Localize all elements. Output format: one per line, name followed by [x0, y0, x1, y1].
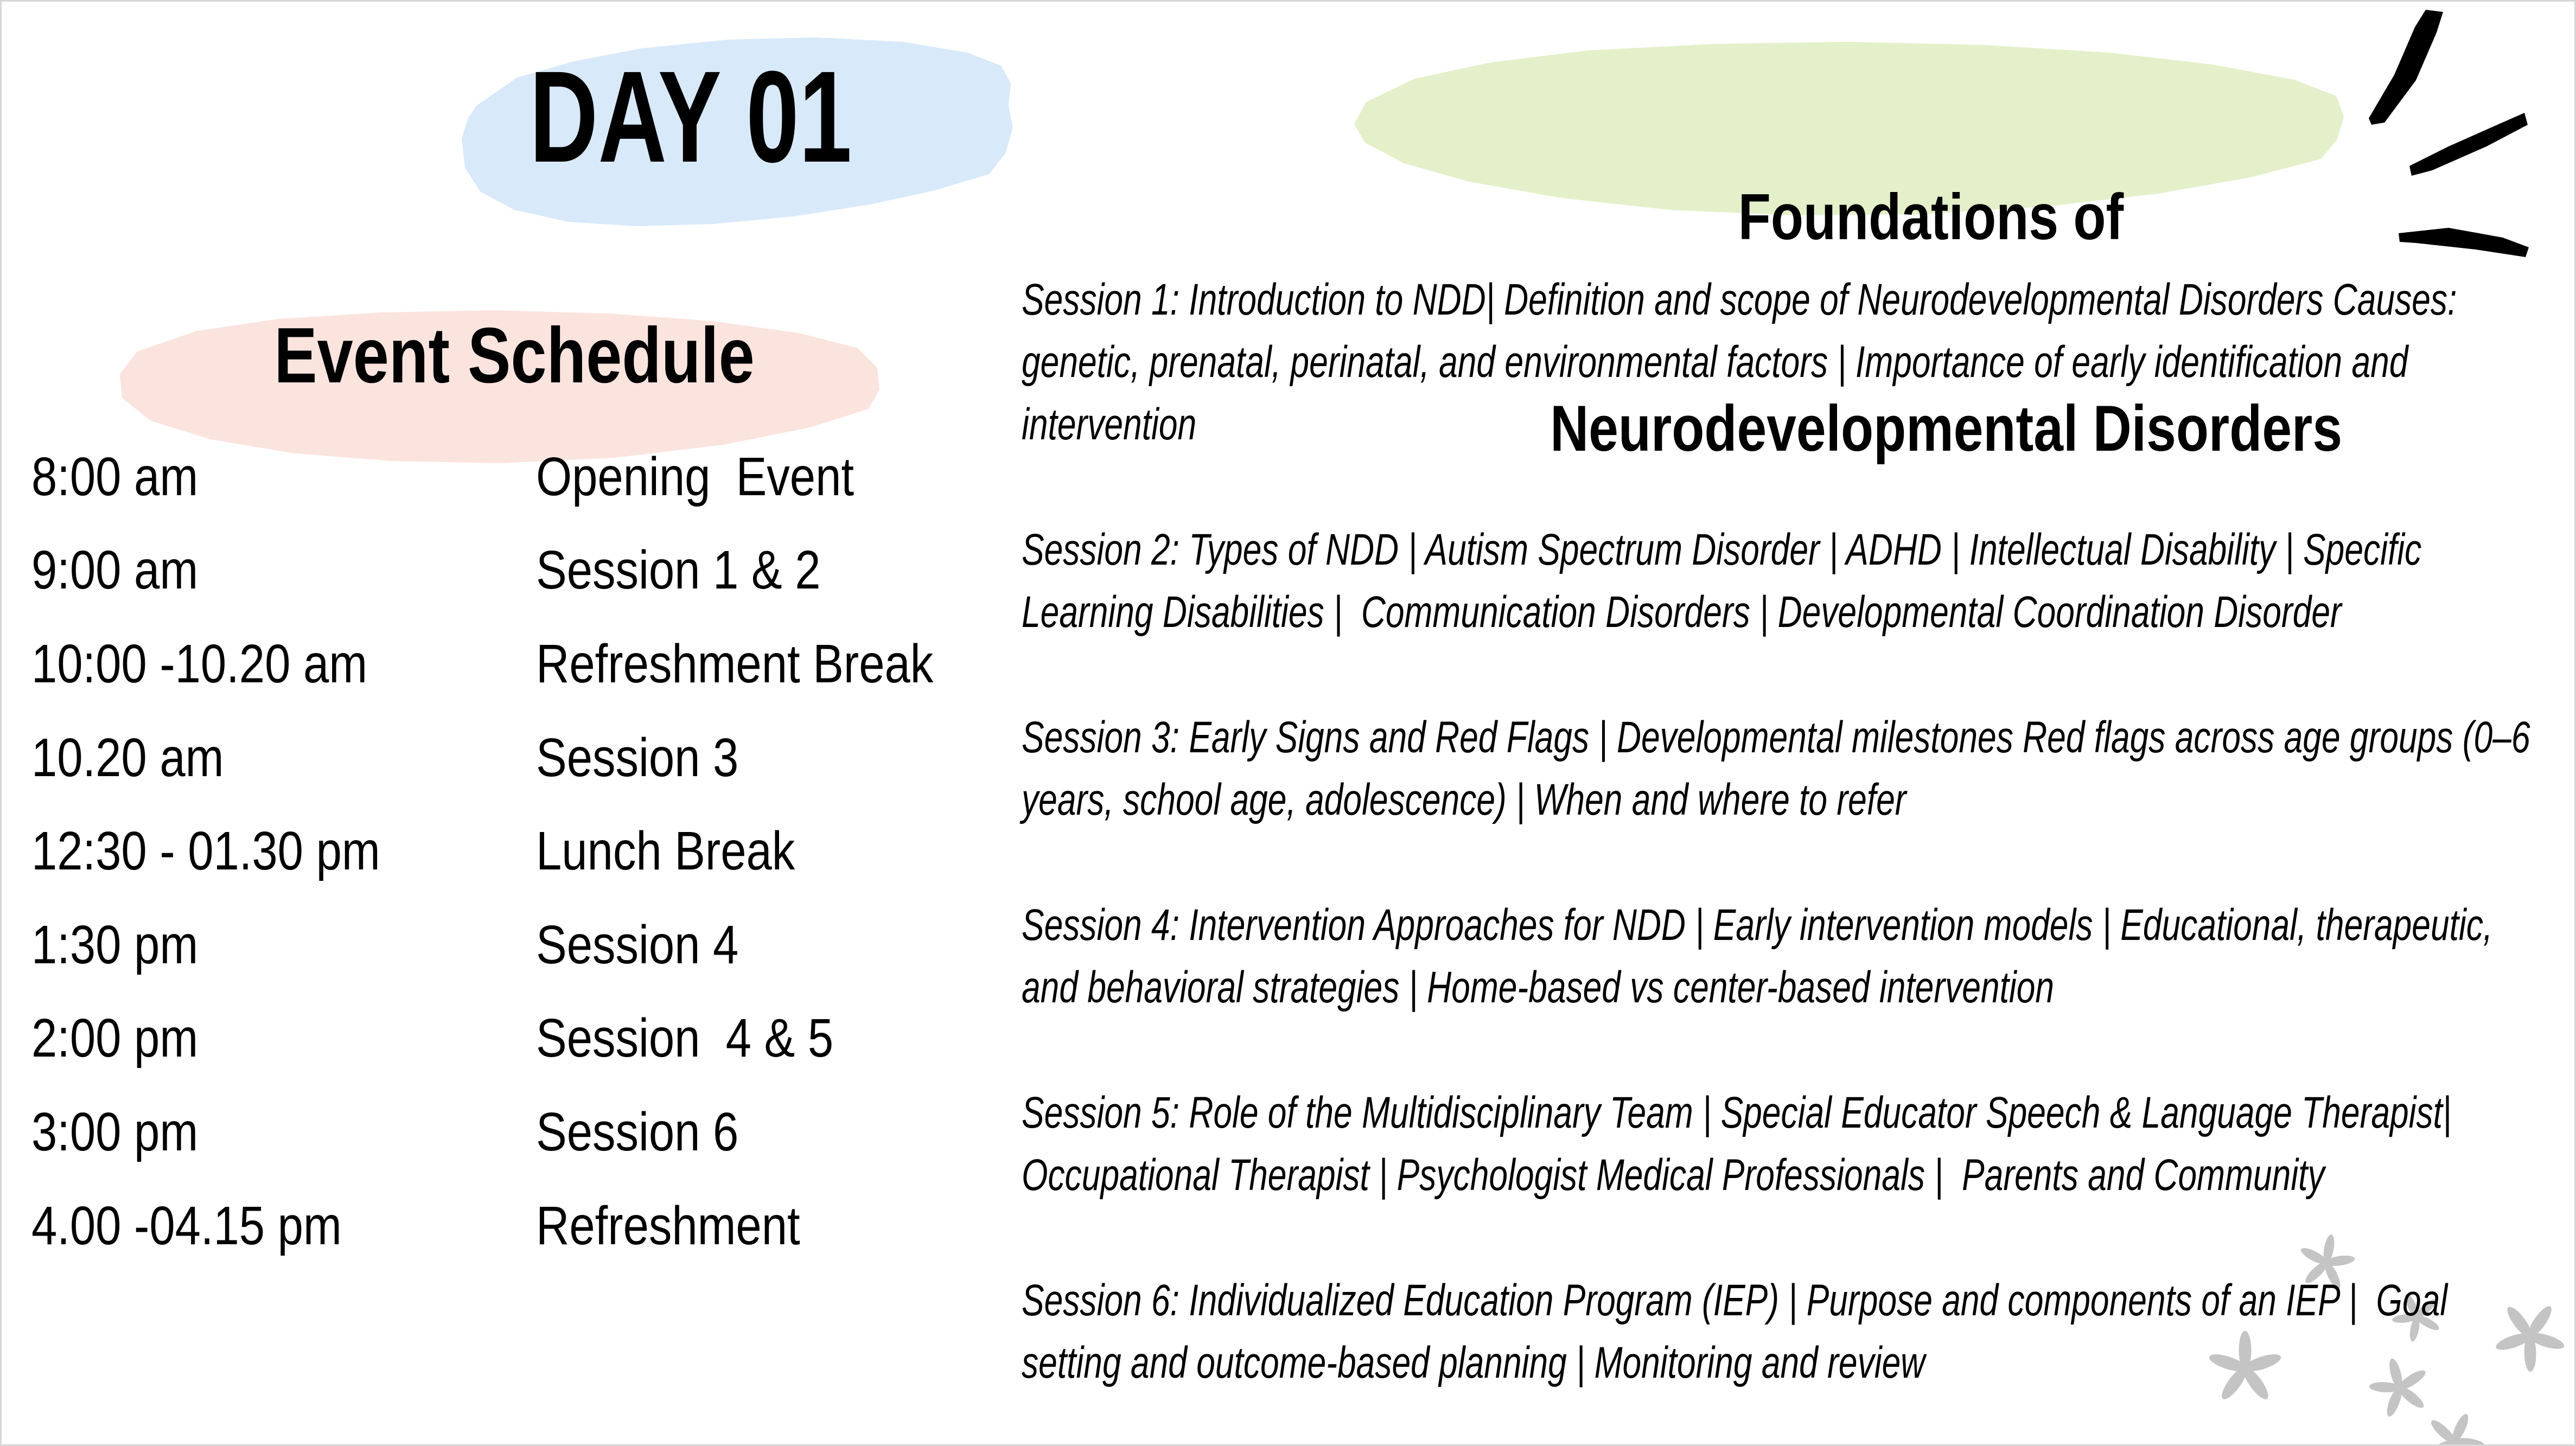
event-schedule-list: [31, 430, 1019, 1272]
session-text-line: Session 1: Introduction to NDD| Definition and scope of Neurodevelopmental Disorders Causes:: [1022, 275, 2457, 324]
schedule-event: Session 4: [536, 914, 739, 975]
schedule-event: Session 4 & 5: [536, 1008, 834, 1069]
session-text-line: setting and outcome-based planning | Monitoring and review: [1022, 1338, 1925, 1387]
session-text-line: years, school age, adolescence) | When and where to refer: [1022, 775, 1907, 824]
schedule-row: [31, 524, 1019, 618]
session-5-description: [1022, 1082, 2576, 1206]
session-text-line: Session 4: Intervention Approaches for NDD | Early intervention models | Educational, therapeutic,: [1022, 900, 2493, 950]
session-3-description: [1022, 706, 2576, 831]
schedule-time: 1:30 pm: [31, 914, 199, 975]
topic-line2: Neurodevelopmental Disorders: [1550, 392, 2343, 465]
schedule-row: [31, 992, 1019, 1086]
day-title: DAY 01: [529, 44, 852, 189]
session-text-line: Session 6: Individualized Education Program (IEP) | Purpose and components of an IEP | Goal: [1022, 1276, 2448, 1325]
session-text-line: and behavioral strategies | Home-based vs center-based intervention: [1022, 963, 2055, 1012]
schedule-event: Session 1 & 2: [536, 540, 821, 601]
schedule-time: 9:00 am: [31, 540, 199, 601]
session-1-description: [1022, 268, 2576, 456]
session-4-description: [1022, 894, 2576, 1019]
session-text-line: intervention: [1022, 400, 1197, 449]
session-2-description: [1022, 519, 2576, 643]
pen-stroke-icon: [2369, 10, 2443, 125]
session-text-line: genetic, prenatal, perinatal, and environmental factors | Importance of early identification and: [1022, 337, 2408, 387]
schedule-row: [31, 430, 1019, 524]
schedule-row: [31, 1179, 1019, 1273]
session-text-line: Session 2: Types of NDD | Autism Spectrum Disorder | ADHD | Intellectual Disability | Specific: [1022, 525, 2422, 574]
pen-strokes-icon: [2351, 4, 2535, 265]
session-text-line: Learning Disabilities | Communication Disorders | Developmental Coordination Disorder: [1022, 587, 2342, 637]
schedule-row: [31, 898, 1019, 992]
schedule-time: 4.00 -04.15 pm: [31, 1195, 342, 1256]
schedule-time: 8:00 am: [31, 446, 199, 507]
pen-stroke-icon: [2399, 228, 2529, 257]
schedule-row: [31, 617, 1019, 711]
schedule-event: Refreshment Break: [536, 633, 934, 694]
schedule-row: [31, 1085, 1019, 1179]
schedule-time: 12:30 - 01.30 pm: [31, 821, 380, 882]
schedule-event: Lunch Break: [536, 821, 795, 882]
session-6-description: [1022, 1269, 2576, 1394]
schedule-time: 10:00 -10.20 am: [31, 633, 368, 694]
session-text-line: Session 3: Early Signs and Red Flags | Developmental milestones Red flags across age groups (0–6: [1022, 713, 2530, 762]
pen-stroke-icon: [2409, 113, 2528, 176]
schedule-event: Session 6: [536, 1101, 739, 1162]
schedule-event: Opening Event: [536, 446, 854, 507]
topic-line1: Foundations of: [1738, 181, 2124, 253]
schedule-heading: Event Schedule: [274, 311, 755, 399]
schedule-row: [31, 804, 1019, 898]
schedule-time: 3:00 pm: [31, 1101, 199, 1162]
session-descriptions: [1022, 268, 2576, 1446]
schedule-event: Refreshment: [536, 1195, 800, 1256]
session-text-line: Occupational Therapist | Psychologist Medical Professionals | Parents and Community: [1022, 1150, 2325, 1200]
schedule-time: 10.20 am: [31, 727, 224, 788]
session-text-line: Session 5: Role of the Multidisciplinary Team | Special Educator Speech & Language Therapist|: [1022, 1088, 2452, 1137]
schedule-event: Session 3: [536, 727, 739, 788]
schedule-row: [31, 711, 1019, 805]
schedule-time: 2:00 pm: [31, 1008, 199, 1069]
